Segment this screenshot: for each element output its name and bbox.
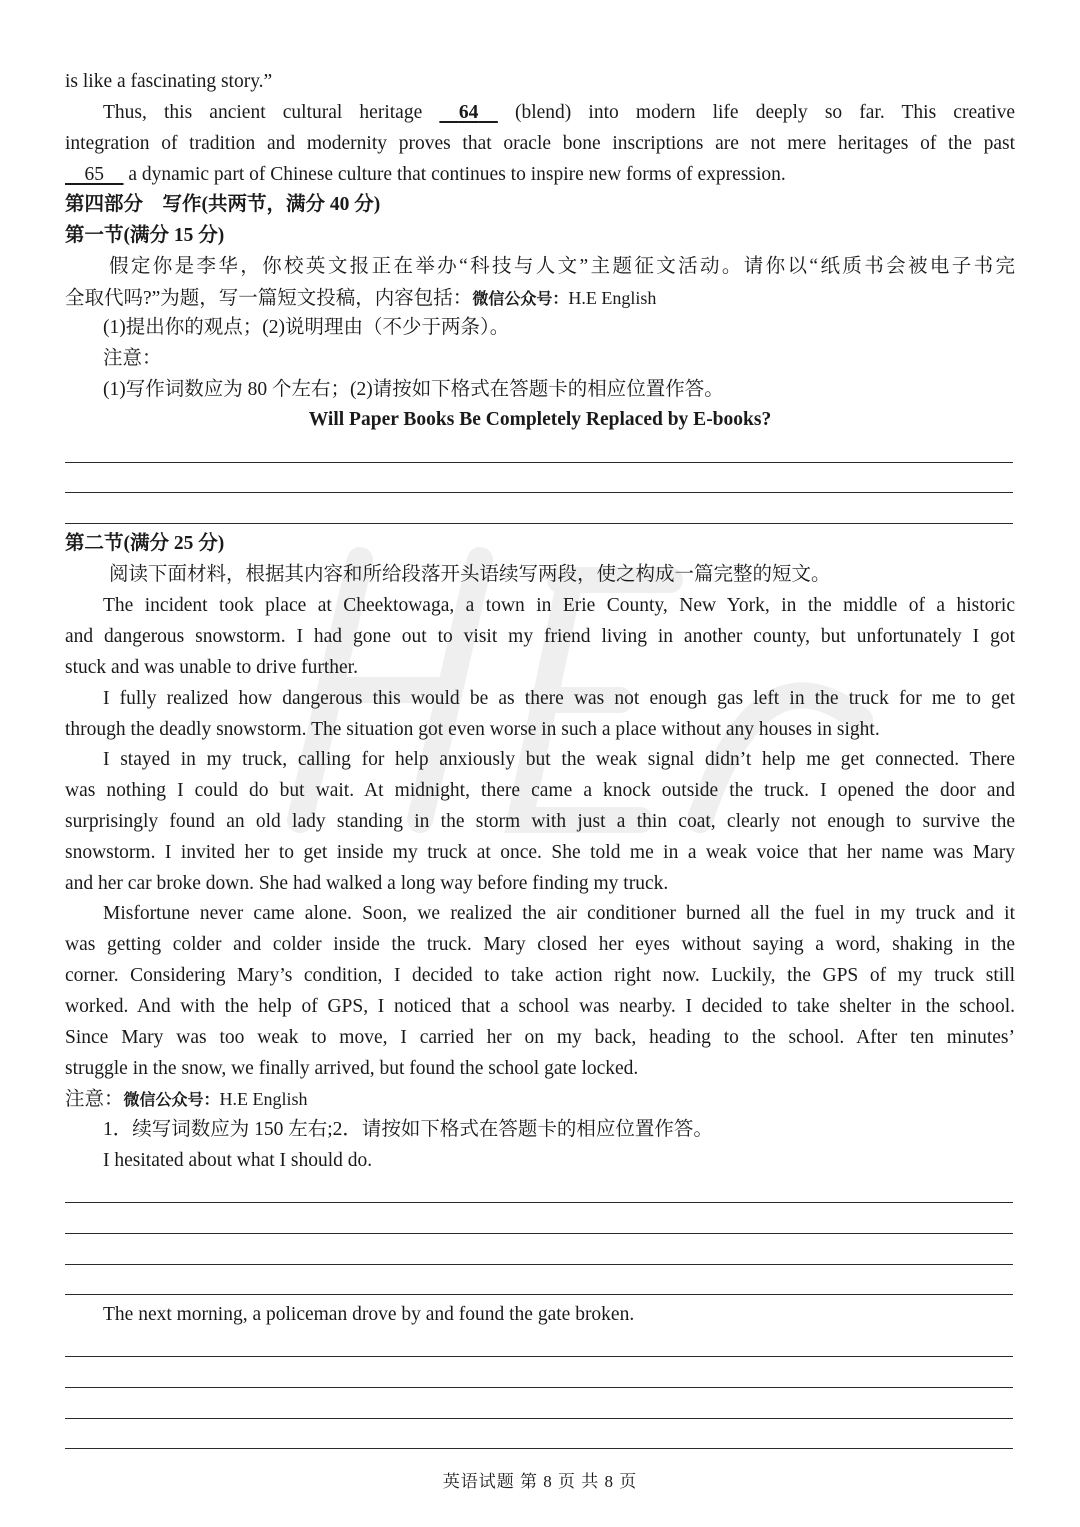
essay-title: Will Paper Books Be Completely Replaced by E-books? [308,409,772,430]
passage-line: is like a fascinating story.” [65,71,273,92]
section1-prompt-line: 全取代吗?”为题，写一篇短文投稿，内容包括：微信公众号：H.E English [65,288,657,309]
story-line: and dangerous snowstorm. I had gone out to visit my friend living in another county, but unfortunately I got [65,626,1015,647]
story-line: struggle in the snow, we finally arrived, but found the school gate locked. [65,1058,639,1079]
story-line: through the deadly snowstorm. The situation got even worse in such a place without any houses in sight. [65,719,880,740]
wechat-tag: 微信公众号： [123,1090,220,1109]
section1-requirements: (1)提出你的观点；(2)说明理由（不少于两条）。 [103,317,510,338]
passage-text: a dynamic part of Chinese culture that continues to inspire new forms of expression. [123,164,786,185]
story-line: snowstorm. I invited her to get inside my truck at once. She told me in a weak voice that her name was Mary [65,842,1015,863]
story-line: stuck and was unable to drive further. [65,657,358,678]
answer-line [65,1264,1013,1265]
wechat-account: H.E English [568,288,657,308]
section1-note: (1)写作词数应为 80 个左右；(2)请按如下格式在答题卡的相应位置作答。 [103,379,724,400]
blank-65: 65 [84,164,104,185]
story-line: corner. Considering Mary’s condition, I decided to take action right now. Luckily, the GPS of my truck still [65,965,1015,986]
section2-intro: 阅读下面材料，根据其内容和所给段落开头语续写两段，使之构成一篇完整的短文。 [109,564,831,585]
answer-line [65,1294,1013,1295]
story-line: worked. And with the help of GPS, I noticed that a school was nearby. I decided to take shelter in the school. [65,996,1015,1017]
answer-line [65,492,1013,493]
wechat-tag: 微信公众号： [472,289,569,308]
page-footer: 英语试题 第 8 页 共 8 页 [442,1472,638,1491]
story-line: was nothing I could do but wait. At midnight, there came a knock outside the truck. I opened the door and [65,780,1015,801]
paragraph1-opening: I hesitated about what I should do. [103,1150,373,1171]
note-label: 注意： [65,1089,124,1110]
story-line: The incident took place at Cheektowaga, a town in Erie County, New York, in the middle of a historic [103,595,1015,616]
note-label: 注意： [103,348,162,369]
section2-requirements: 1．续写词数应为 150 左右;2．请按如下格式在答题卡的相应位置作答。 [103,1119,713,1140]
passage-text: (blend) into modern life deeply so far. This creative [497,102,1016,123]
story-line: Misfortune never came alone. Soon, we realized the air conditioner burned all the fuel in my truck and it [103,903,1015,924]
passage-text: Thus, this ancient cultural heritage [103,102,440,123]
answer-line [65,1387,1013,1388]
story-line: surprisingly found an old lady standing in the storm with just a thin coat, clearly not enough to survive the [65,811,1015,832]
passage-line: integration of tradition and modernity proves that oracle bone inscriptions are not mere heritages of the past [65,133,1015,154]
paragraph2-opening: The next morning, a policeman drove by and found the gate broken. [103,1304,635,1325]
story-line: and her car broke down. She had walked a long way before finding my truck. [65,873,669,894]
passage-line-blank-64 [65,101,1015,125]
story-line: I stayed in my truck, calling for help anxiously but the weak signal didn’t help me get connected. There [103,749,1015,770]
story-line: Since Mary was too weak to move, I carried her on my back, heading to the school. After ten minutes’ [65,1027,1015,1048]
answer-line [65,1448,1013,1449]
answer-line [65,1418,1013,1419]
answer-line [65,1233,1013,1234]
blank-64: 64 [458,102,479,123]
answer-line [65,523,1013,524]
answer-line [65,1356,1013,1357]
story-line: I fully realized how dangerous this would be as there was not enough gas left in the truck for me to get [103,688,1015,709]
answer-line [65,1202,1013,1203]
part4-heading: 第四部分 写作(共两节，满分 40 分) [65,194,381,215]
wechat-account: H.E English [219,1089,308,1109]
section2-note-line [65,1087,1015,1112]
section1-heading: 第一节(满分 15 分) [65,225,225,246]
answer-line [65,462,1013,463]
section2-heading: 第二节(满分 25 分) [65,533,225,554]
passage-line-blank-65 [65,163,1015,187]
section1-prompt-line: 假定你是李华，你校英文报正在举办“科技与人文”主题征文活动。请你以“纸质书会被电子书完 [109,256,1015,277]
story-line: was getting colder and colder inside the truck. Mary closed her eyes without saying a word, shaking in the [65,934,1015,955]
